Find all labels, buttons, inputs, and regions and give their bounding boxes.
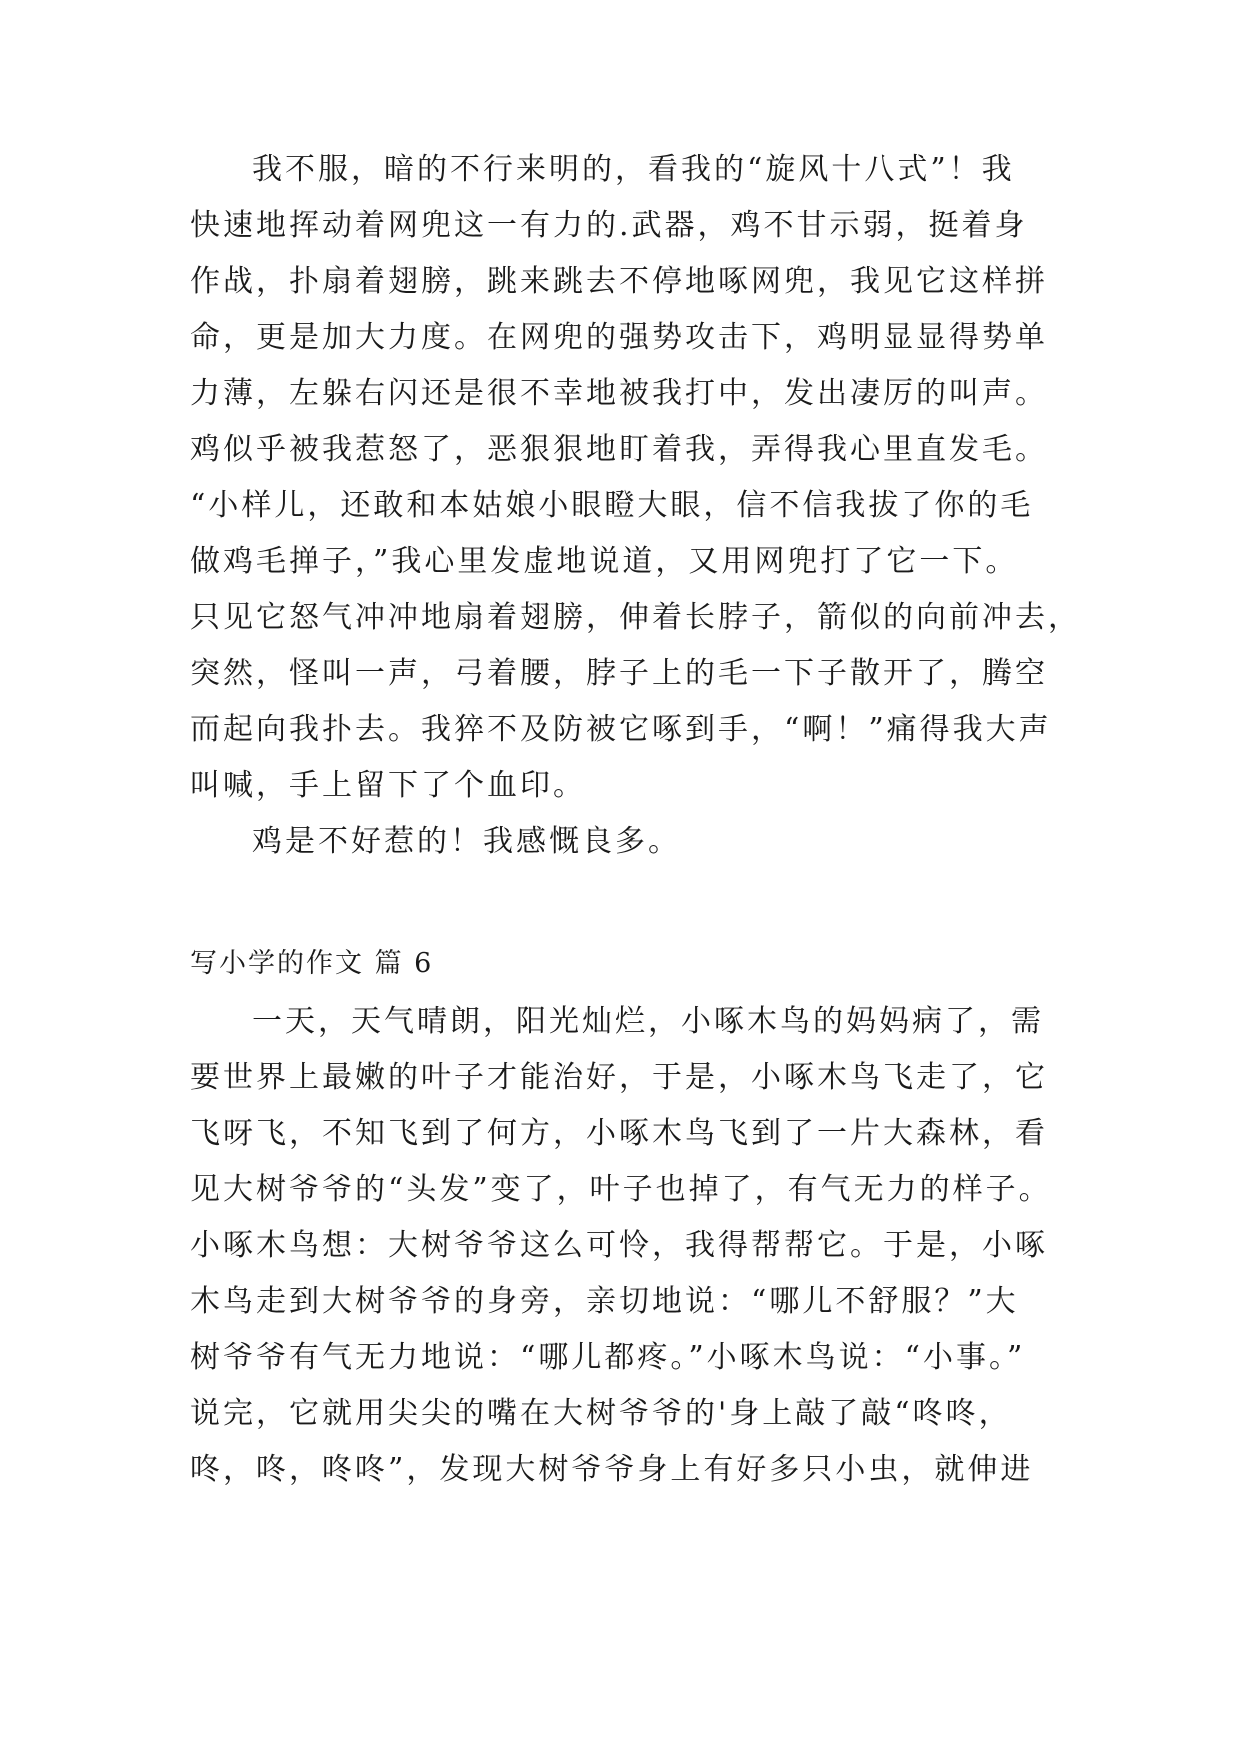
paragraph-line: 树爷爷有气无力地说：“哪儿都疼。”小啄木鸟说：“小事。” <box>190 1340 1026 1375</box>
paragraph-line: 命，更是加大力度。在网兜的强势攻击下，鸡明显显得势单 <box>190 320 1048 355</box>
paragraph-line: 一天，天气晴朗，阳光灿烂，小啄木鸟的妈妈病了，需 <box>252 1004 1044 1039</box>
paragraph-line: 鸡似乎被我惹怒了，恶狠狠地盯着我，弄得我心里直发毛。 <box>190 432 1048 467</box>
paragraph-line: 只见它怒气冲冲地扇着翅膀，伸着长脖子，箭似的向前冲去， <box>190 600 1081 635</box>
section-heading: 写小学的作文 篇 6 <box>190 948 434 979</box>
paragraph-line: 叫喊，手上留下了个血印。 <box>190 768 586 803</box>
paragraph-line: 飞呀飞，不知飞到了何方，小啄木鸟飞到了一片大森林，看 <box>190 1116 1048 1151</box>
paragraph-line: 见大树爷爷的“头发”变了，叶子也掉了，有气无力的样子。 <box>190 1172 1052 1207</box>
paragraph-line: 快速地挥动着网兜这一有力的.武器，鸡不甘示弱，挺着身 <box>190 208 1028 243</box>
paragraph-line: 木鸟走到大树爷爷的身旁，亲切地说：“哪儿不舒服？”大 <box>190 1284 1019 1319</box>
paragraph-line: 咚，咚，咚咚”，发现大树爷爷身上有好多只小虫，就伸进 <box>190 1452 1034 1487</box>
paragraph-line: 说完，它就用尖尖的嘴在大树爷爷的'身上敲了敲“咚咚， <box>190 1396 1012 1431</box>
paragraph-line: 做鸡毛掸子，”我心里发虚地说道，又用网兜打了它一下。 <box>190 544 1019 579</box>
paragraph-line: 我不服，暗的不行来明的，看我的“旋风十八式”！我 <box>252 152 1015 187</box>
paragraph-line: 而起向我扑去。我猝不及防被它啄到手，“啊！”痛得我大声 <box>190 712 1052 747</box>
paragraph-line: 突然，怪叫一声，弓着腰，脖子上的毛一下子散开了，腾空 <box>190 656 1048 691</box>
paragraph-line: 力薄，左躲右闪还是很不幸地被我打中，发出凄厉的叫声。 <box>190 376 1048 411</box>
paragraph-line: “小样儿，还敢和本姑娘小眼瞪大眼，信不信我拔了你的毛 <box>190 488 1034 523</box>
paragraph-line: 小啄木鸟想：大树爷爷这么可怜，我得帮帮它。于是，小啄 <box>190 1228 1048 1263</box>
paragraph-line: 作战，扑扇着翅膀，跳来跳去不停地啄网兜，我见它这样拼 <box>190 264 1048 299</box>
paragraph-line: 鸡是不好惹的！我感慨良多。 <box>252 824 681 859</box>
paragraph-line: 要世界上最嫩的叶子才能治好，于是，小啄木鸟飞走了，它 <box>190 1060 1048 1095</box>
